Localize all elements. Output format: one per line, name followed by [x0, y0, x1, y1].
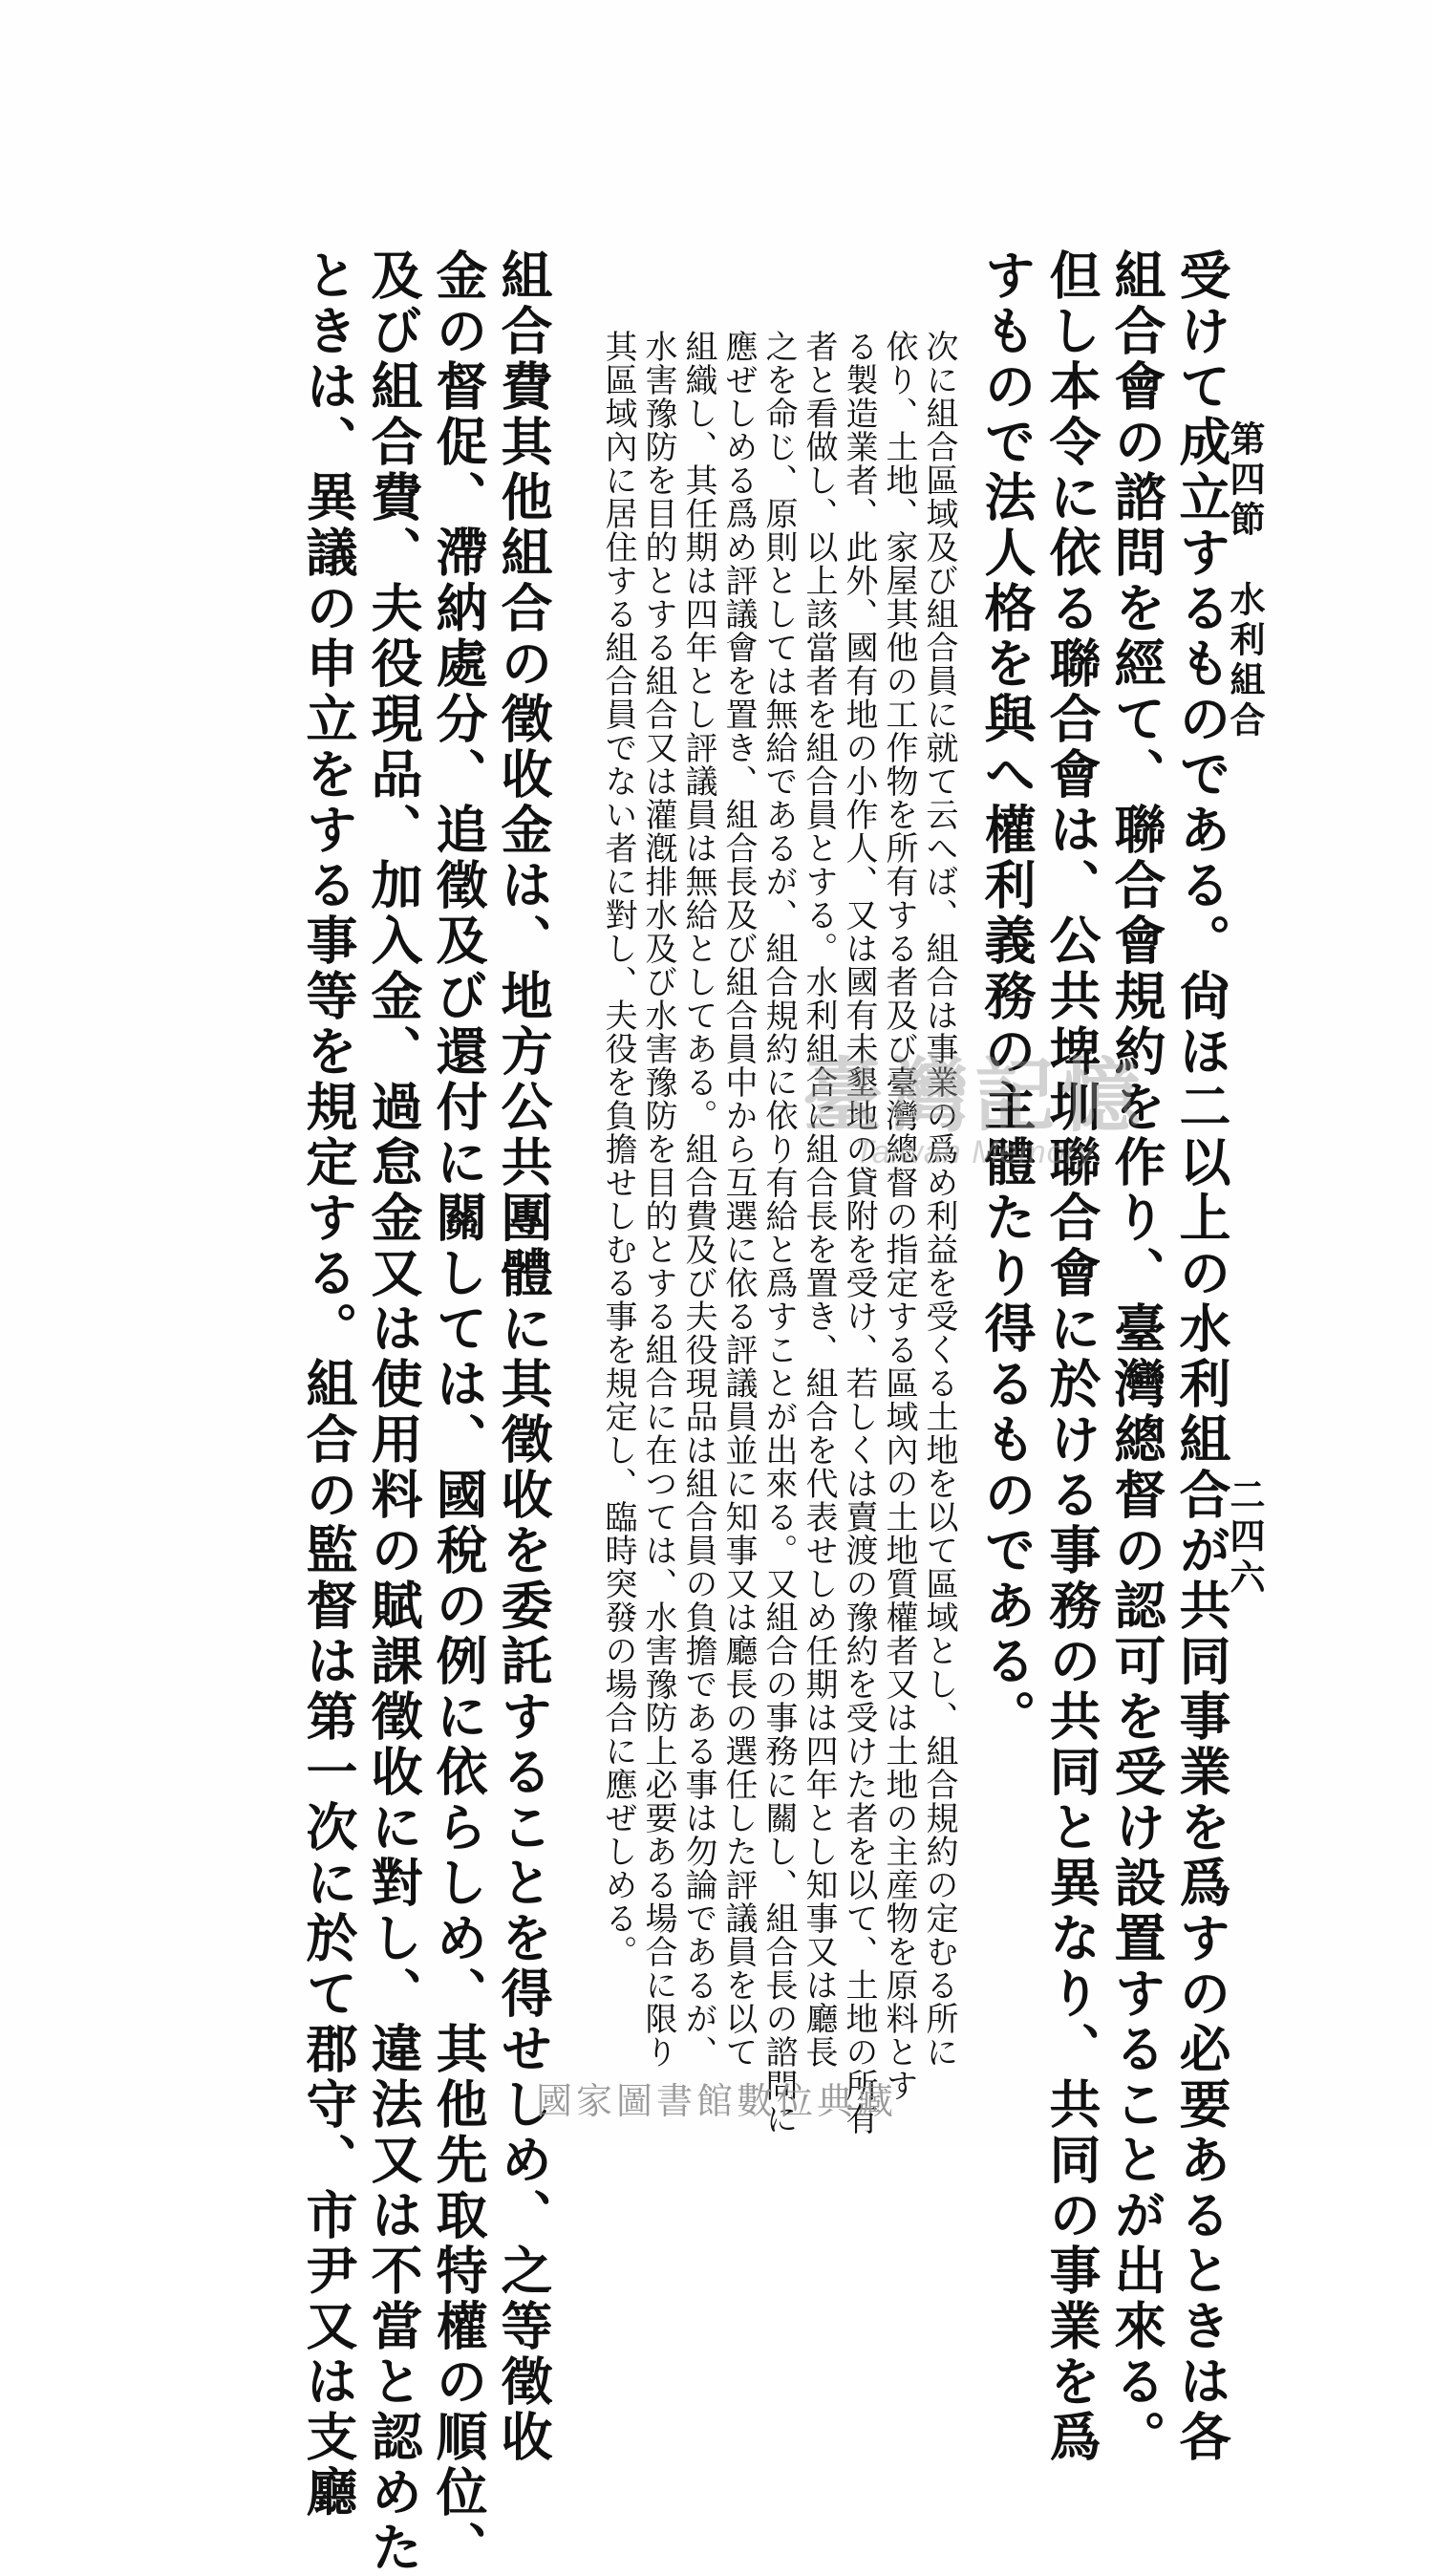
section-title: 第四節 水利組合 [1224, 420, 1266, 741]
body-column: ときは、異議の申立をする事等を規定する。組合の監督は第一次に於て郡守、市尹又は支廳 [298, 248, 359, 2521]
page-number: 二四六 [1224, 1476, 1266, 1599]
watermark-text: 臺灣記憶 [802, 1048, 1146, 1143]
body-column: すもので法人格を與へ權利義務の主體たり得るものである。 [976, 248, 1037, 1745]
note-column: 其區域內に居住する組合員でない者に對し、夫役を負擔せしむる事を規定し、臨時突發の場合に應ぜしめる。 [599, 330, 637, 1968]
note-column: 組織し、其任期は四年とし評議員は無給としてある。組合費及び夫役現品は組合員の負擔である事は勿論であるが、 [679, 330, 717, 2069]
footer-text: 國家圖書館數位典藏 [535, 2080, 897, 2122]
body-column: 金の督促、滯納處分、追徵及び還付に關しては、國稅の例に依らしめ、其他先取特權の順位、 [428, 248, 489, 2576]
body-column: 但し本令に依る聯合會は、公共埤圳聯合會に於ける事務の共同と異なり、共同の事業を爲 [1041, 248, 1102, 2465]
note-column: 次に組合區域及び組合員に就て云へば、組合は事業の爲め利益を受くる土地を以て區域とし、組合規約の定むる所に [920, 330, 958, 2069]
body-column: 組合會の諮問を經て、聯合會規約を作り、臺灣總督の認可を受け設置することが出來る。 [1106, 248, 1167, 2465]
watermark-subtext: Taiwan Memory [854, 1134, 1095, 1170]
note-column: 之を命じ、原則としては無給であるが、組合規約に依り有給と爲すことが出來る。又組合の事務に關し、組合長の諮問に [759, 330, 798, 2136]
body-column: 組合費其他組合の徵收金は、地方公共團體に其徵收を委託することを得せしめ、之等徵收 [493, 248, 554, 2465]
note-column: 依り、土地、家屋其他の工作物を所有する者及び臺灣總督の指定する區域內の土地質權者又は土地の主産物を原料とす [880, 330, 918, 2102]
note-column: る製造業者、此外、國有地の小作人、又は國有未墾地の貸附を受け、若しくは賣渡の豫約を受けた者を以て、土地の所有 [840, 330, 878, 2136]
note-column: 水害豫防を目的とする組合又は灌漑排水及び水害豫防を目的とする組合に在つては、水害豫防上必要ある場合に限り [639, 330, 677, 2069]
note-column: 者と看做し、以上該當者を組合員とする。水利組合に組合長を置き、組合を代表せしめ任期は四年とし知事又は廳長 [800, 330, 838, 2069]
note-column: 應ぜしめる爲め評議會を置き、組合長及び組合員中から互選に依る評議員並に知事又は廳長の選任した評議員を以て [719, 330, 758, 2069]
body-column: 受けて成立するものである。尙ほ二以上の水利組合が共同事業を爲すの必要あるときは各 [1171, 248, 1232, 2465]
body-column: 及び組合費、夫役現品、加入金、過怠金又は使用料の賦課徵收に對し、違法又は不當と認めた [363, 248, 424, 2576]
